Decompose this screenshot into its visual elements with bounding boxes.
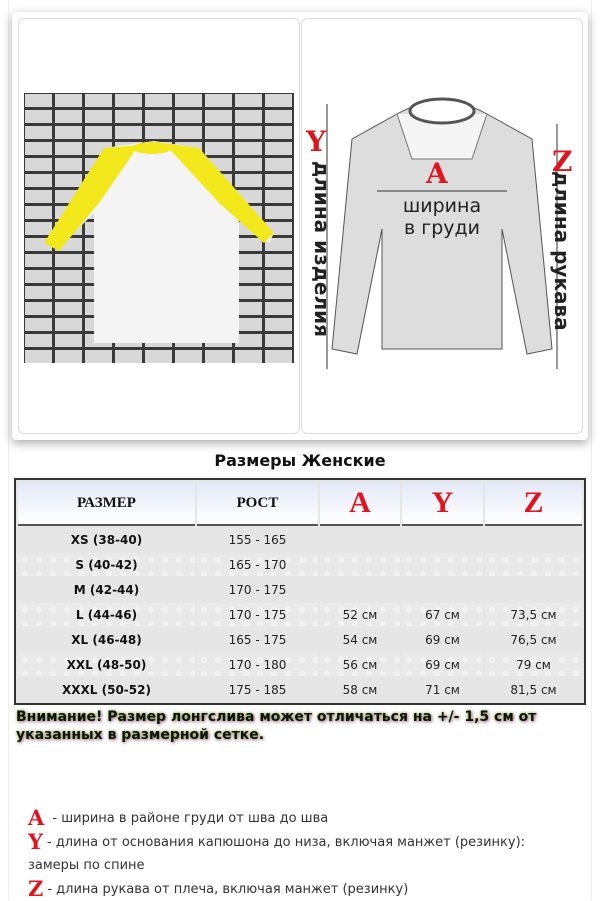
table-row [18,653,582,676]
cell-a: 52 см [320,603,400,626]
cell-size: XS (38-40) [70,532,143,547]
cell-z: 81,5 см [510,682,557,697]
legend-text: - длина рукава от плеча, включая манжет (резинку) [47,882,409,897]
cell-z: 79 см [485,653,582,676]
z-letter: Z [552,145,573,178]
table-row [18,528,582,551]
table-row [18,628,582,651]
cell-y [402,528,483,551]
cell-y: 67 см [402,603,483,626]
header-y: Y [402,482,483,526]
table-row [18,553,582,576]
cell-y [402,578,483,601]
z-label: длина рукава [550,171,574,331]
header-height: РОСТ [197,482,318,526]
cell-z: 76,5 см [510,632,557,647]
table-header-row [18,482,582,526]
header-a: A [320,482,400,526]
table-row [18,578,582,601]
cell-height: 165 - 175 [228,632,287,647]
cell-a [320,528,400,551]
cell-size: XXXL (50-52) [62,682,151,697]
cell-size: S (40-42) [18,553,195,576]
cell-height: 170 - 175 [197,603,318,626]
cell-size: L (44-46) [18,603,195,626]
cell-y [402,553,483,576]
legend-text: - ширина в районе груди от шва до шва [48,811,329,826]
cell-z [485,578,582,601]
cell-y: 71 см [425,682,460,697]
a-label: ширина в груди [402,195,482,239]
legend-letter: Z [28,876,44,901]
cell-y: 69 см [402,653,483,676]
cell-a: 56 см [320,653,400,676]
cell-size: M (42-44) [73,582,140,597]
cell-a: 54 см [342,632,378,647]
cell-a: 58 см [342,682,378,697]
header-size: РАЗМЕР [18,482,195,526]
legend-letter: Y [28,829,43,854]
cell-z [485,528,582,551]
size-diagram [302,79,583,379]
cell-z [485,553,582,576]
table-row [18,678,582,701]
product-gallery [12,12,588,440]
cell-height: 170 - 180 [197,653,318,676]
cell-size: XXL (48-50) [18,653,195,676]
legend-item-a [28,806,578,830]
legend [28,806,578,901]
size-table [14,478,586,705]
cell-a [320,553,400,576]
cell-a [320,578,400,601]
legend-item-y [28,830,578,877]
table-row [18,603,582,626]
cell-height: 165 - 170 [197,553,318,576]
cell-height: 175 - 185 [228,682,287,697]
y-label: длина изделия [310,161,334,337]
gallery-thumb-diagram[interactable] [301,18,583,434]
header-z: Z [485,482,582,526]
cell-size: XL (46-48) [71,632,142,647]
cell-height: 170 - 175 [228,582,287,597]
cell-z: 73,5 см [485,603,582,626]
legend-text: - длина от основания капюшона до низа, включая манжет (резинку): замеры по спине [28,835,526,873]
legend-item-z [28,877,578,901]
product-photo [24,93,294,363]
gallery-thumb-photo[interactable] [18,18,300,434]
a-letter: A [426,157,448,190]
legend-letter: A [28,805,45,830]
y-letter: Y [306,125,326,158]
cell-height: 155 - 165 [228,532,287,547]
size-warning: Внимание! Размер лонгслива может отличаться на +/- 1,5 см от указанных в размерной сетке. [16,709,537,743]
size-chart-title: Размеры Женские [214,451,386,470]
cell-y: 69 см [425,632,460,647]
